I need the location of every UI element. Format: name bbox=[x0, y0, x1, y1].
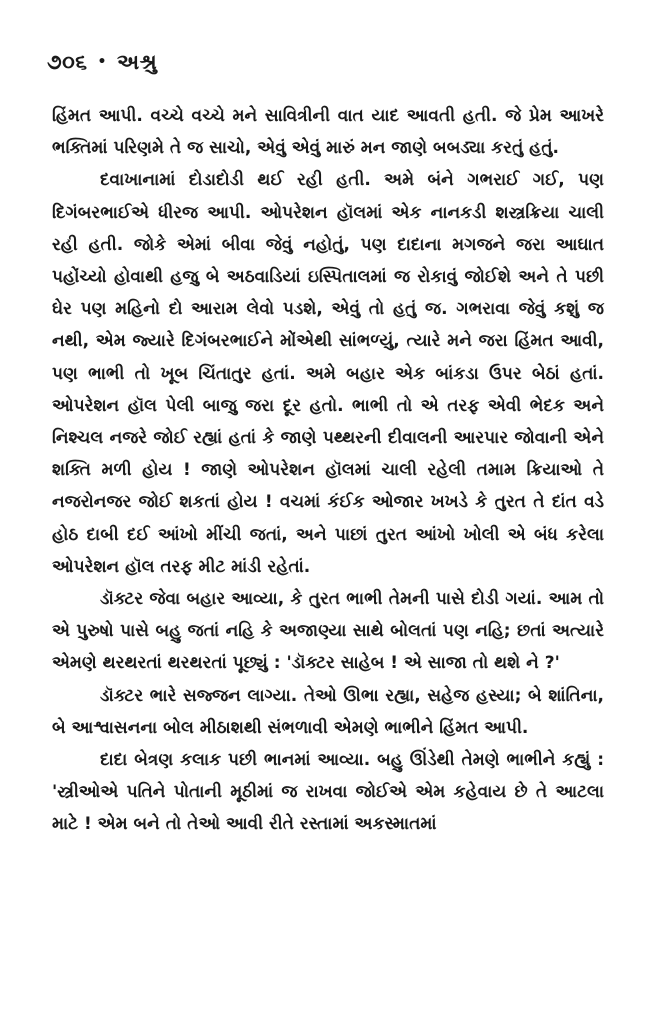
paragraph: ડૉક્ટર ભારે સજ્જન લાગ્યા. તેઓ ઊભા રહ્યા, સહેજ હસ્યા; બે શાંતિના, બે આશ્વાસનના બોલ મીઠાશથી સંભળાવી એમણે ભાભીને હિંમત આપી. bbox=[52, 685, 604, 738]
body-text bbox=[52, 100, 604, 841]
paragraph: દવાખાનામાં દોડાદોડી થઈ રહી હતી. અમે બંને ગભરાઈ ગઈ, પણ દિગંબરભાઈએ ધીરજ આપી. ઓપરેશન હૉલમાં એક નાનકડી શસ્ત્રક્રિયા ચાલી રહી હતી. જોકે એમાં બીવા જેવું નહોતું, પણ દાદાના મગજને જરા આઘાત પહોંચ્યો હોવાથી હજુ બે અઠવાડિયાં ઇસ્પિતાલમાં જ રોકાવું જોઈશે અને તે પછી ઘેર પણ મહિનો દો આરામ લેવો પડશે, એવું તો હતું જ. ગભરાવા જેવું કશું જ નથી, એમ જ્યારે દિગંબરભાઈને મોંએથી સાંભળ્યું, ત્યારે મને જરા હિંમત આવી, પણ ભાભી તો ખૂબ ચિંતાતુર હતાં. અમે બહાર એક બાંકડા ઉપર બેઠાં હતાં. ઓપરેશન હૉલ પેલી બાજુ જરા દૂર હતો. ભાભી તો એ તરફ એવી ભેદક અને નિશ્ચલ નજરે જોઈ રહ્યાં હતાં કે જાણે પથ્થરની દીવાલની આરપાર જોવાની એને શક્તિ મળી હોય ! જાણે ઓપરેશન હૉલમાં ચાલી રહેલી તમામ ક્રિયાઓ તે નજરોનજર જોઈ શકતાં હોય ! વચમાં કંઈક ઓજાર ખખડે કે તુરત તે દાંત વડે હોઠ દાબી દઈ આંખો મીંચી જતાં, અને પાછાં તુરત આંખો ખોલી એ બંધ કરેલા ઓપરેશન હૉલ તરફ મીટ માંડી રહેતાં. bbox=[52, 170, 604, 577]
paragraph-continued: હિંમત આપી. વચ્ચે વચ્ચે મને સાવિત્રીની વાત યાદ આવતી હતી. જે પ્રેમ આખરે ભક્તિમાં પરિણમે તે જ સાચો, એવું એવું મારું મન જાણે બબડ્યા કરતું હતું. bbox=[52, 106, 604, 159]
paragraph: ડૉક્ટર જેવા બહાર આવ્યા, કે તુરત ભાભી તેમની પાસે દોડી ગયાં. આમ તો એ પુરુષો પાસે બહુ જતાં નહિ કે અજાણ્યા સાથે બોલતાં પણ નહિ; છતાં અત્યારે એમણે થરથરતાં થરથરતાં પૂછ્યું : 'ડૉક્ટર સાહેબ ! એ સાજા તો થશે ને ?' bbox=[52, 589, 604, 674]
paragraph: દાદા બેત્રણ કલાક પછી ભાનમાં આવ્યા. બહુ ઊંડેથી તેમણે ભાભીને કહ્યું : 'સ્ત્રીઓએ પતિને પોતાની મૂઠીમાં જ રાખવા જોઈએ એમ કહેવાય છે તે આટલા માટે ! એમ બને તો તેઓ આવી રીતે રસ્તામાં અકસ્માતમાં bbox=[52, 750, 604, 835]
book-title: અશ્રુ bbox=[116, 49, 158, 74]
header-separator: • bbox=[97, 54, 107, 70]
running-header bbox=[47, 40, 157, 84]
page-number: ૭૦૬ bbox=[47, 49, 88, 74]
